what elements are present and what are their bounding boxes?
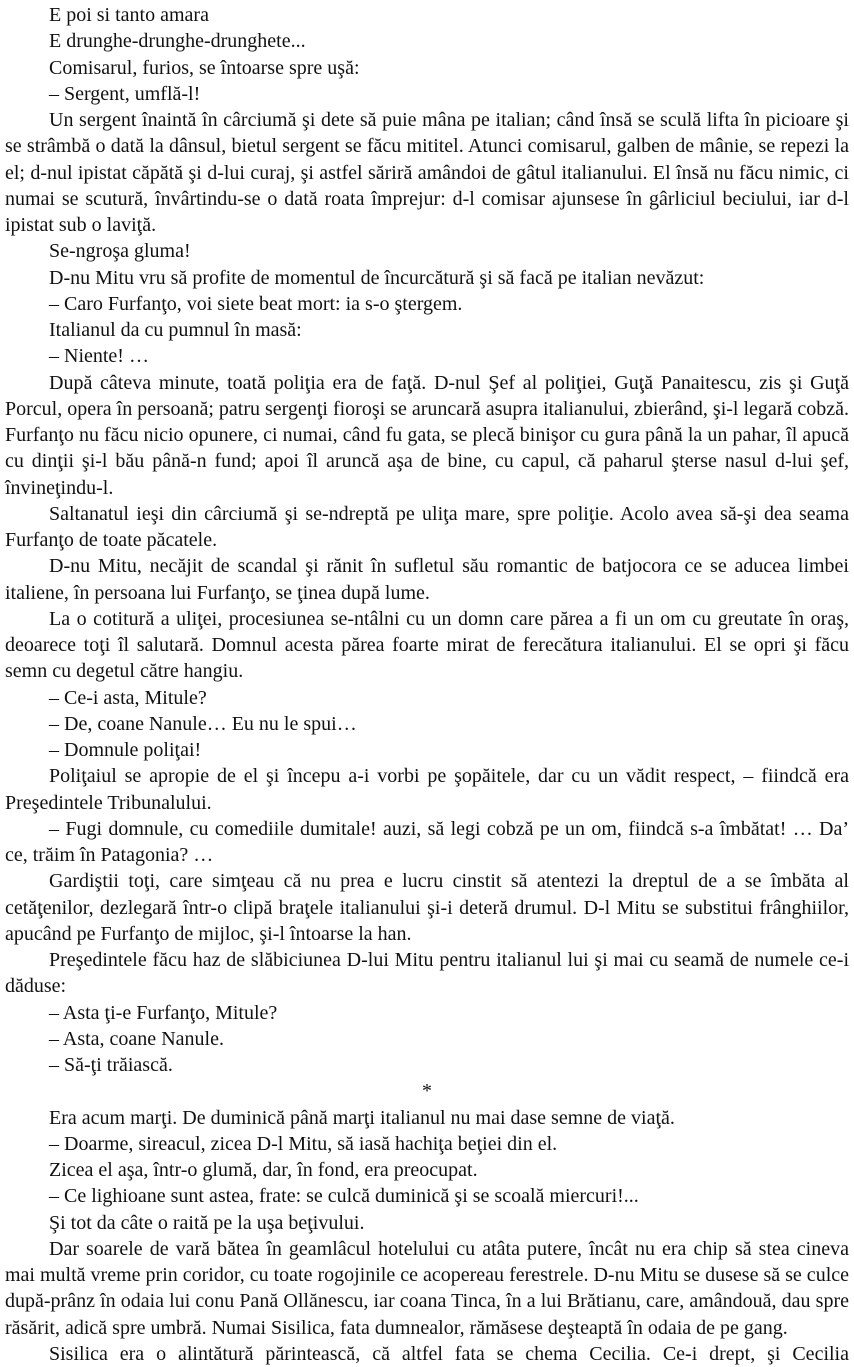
dialogue-line: – Să-ţi trăiască.	[49, 1054, 173, 1076]
paragraph: D-nu Mitu vru să profite de momentul de încurcătură şi să facă pe italian nevăzut:	[49, 266, 705, 289]
dialogue-line: – Asta, coane Nanule.	[49, 1027, 224, 1050]
paragraph: D-nu Mitu, necăjit de scandal şi rănit în sufletul său romantic de batjocora ce se aducea limbei italiene, în persoana lui Furfanţo, se ţinea după lume.	[5, 555, 849, 604]
paragraph: Gardiştii toţi, care simţeau că nu prea e lucru cinstit să atentezi la dreptul de a se îmbăta al cetăţenilor, dezlegară într-o clipă braţele italianului şi-i deteră drumul. D-l Mitu se substitui frânghiilor, apucând pe Furfanţo de mijloc, şi-l întoarse la han.	[5, 870, 849, 945]
paragraph: Poliţaiul se apropie de el şi începu a-i vorbi pe şopăitele, dar cu un vădit respect, – fiindcă era Preşedintele Tribunalului.	[5, 765, 849, 814]
dialogue-line: – Niente! …	[49, 345, 149, 368]
paragraph: Era acum marţi. De duminică până marţi italianul nu mai dase semne de viaţă.	[49, 1106, 675, 1129]
dialogue-line: – Doarme, sireacul, zicea D-l Mitu, să iasă hachiţa beţiei din el.	[49, 1132, 558, 1155]
dialogue-line: – Sergent, umflă-l!	[49, 82, 201, 105]
dialogue-line: – Ce lighioane sunt astea, frate: se culcă duminică şi se scoală miercuri!...	[49, 1185, 639, 1208]
paragraph: La o cotitură a uliţei, procesiunea se-ntâlni cu un domn care părea a fi un om cu greutate în oraş, deoarece toţi îl salutară. Domnul acesta părea foarte mirat de ferecătura italianului. El se opri şi făcu semn cu degetul către hangiu.	[5, 607, 849, 683]
section-separator: *	[422, 1080, 432, 1103]
paragraph: Şi tot da câte o raită pe la uşa beţivului.	[49, 1211, 365, 1234]
verse-line: E poi si tanto amara	[49, 4, 209, 26]
paragraph: Se-ngroşa gluma!	[49, 240, 191, 263]
paragraph: Dar soarele de vară bătea în geamlâcul hotelului cu atâta putere, încât nu era chip să stea cineva mai multă vreme prin coridor, cu toate rogojinile ce acopereau ferestrele. D-nu Mitu se dusese să se culce după-prânz în odaia lui conu Pană Ollănescu, iar coana Tinca, în a lui Brătianu, care, amândouă, dau spre răsărit, adică spre umbră. Numai Sisilica, fata dumnealor, rămăsese deşteaptă în odaia de pe gang.	[5, 1237, 849, 1339]
paragraph: Preşedintele făcu haz de slăbiciunea D-lui Mitu pentru italianul lui şi mai cu seamă de numele ce-i dăduse:	[5, 949, 849, 998]
dialogue-line: – Ce-i asta, Mitule?	[49, 686, 207, 709]
dialogue-line: – Domnule poliţai!	[49, 739, 202, 761]
verse-line: E drunghe-drunghe-drunghete...	[49, 30, 306, 53]
paragraph: Zicea el aşa, într-o glumă, dar, în fond, era preocupat.	[49, 1159, 478, 1181]
dialogue-line: – Fugi domnule, cu comediile dumitale! auzi, să legi cobză pe un om, fiindcă s-a îmbătat! … Da’ ce, trăim în Patagonia? …	[5, 817, 849, 866]
paragraph: Italianul da cu pumnul în masă:	[49, 319, 302, 341]
dialogue-line: – De, coane Nanule… Eu nu le spui…	[49, 712, 357, 735]
paragraph: Un sergent înaintă în cârciumă şi dete să puie mâna pe italian; când însă se sculă lifta în picioare şi se strâmbă o dată la dânsul, bietul sergent se făcu mititel. Atunci comisarul, galben de mânie, se repezi la el; d-nul ipistat căpătă şi d-lui curaj, şi astfel săriră amândoi de gâtul italianului. El însă nu făcu nimic, ci numai se scutură, învârtindu-se o dată roata împrejur: d-l comisar ajunsese în gârliciul beciului, iar d-l ipistat sub o laviţă.	[5, 109, 849, 236]
dialogue-line: – Asta ţi-e Furfanţo, Mitule?	[49, 1001, 278, 1024]
paragraph: Saltanatul ieşi din cârciumă şi se-ndreptă pe uliţa mare, spre poliţie. Acolo avea să-şi dea seama Furfanţo de toate păcatele.	[5, 502, 849, 551]
dialogue-line: – Caro Furfanţo, voi siete beat mort: ia s-o ştergem.	[49, 292, 463, 315]
paragraph: După câteva minute, toată poliţia era de faţă. D-nul Şef al poliţiei, Guţă Panaitescu, zis şi Guţă Porcul, opera în persoană; patru sergenţi fioroşi se aruncară asupra italianului, zbierând, şi-l legară cobză. Furfanţo nu făcu nicio opunere, ci numai, când fu gata, se plecă binişor cu gura până la un pahar, îl apucă cu dinţii şi-l bău până-n fund; apoi îl aruncă aşa de bine, cu capul, că paharul şterse nasul d-lui şef, învineţindu-l.	[5, 371, 849, 499]
paragraph: Sisilica era o alintătură părintească, că altfel fata se chema Cecilia. Ce-i drept, şi Cecilia	[49, 1342, 849, 1365]
paragraph: Comisarul, furios, se întoarse spre uşă:	[49, 56, 360, 79]
